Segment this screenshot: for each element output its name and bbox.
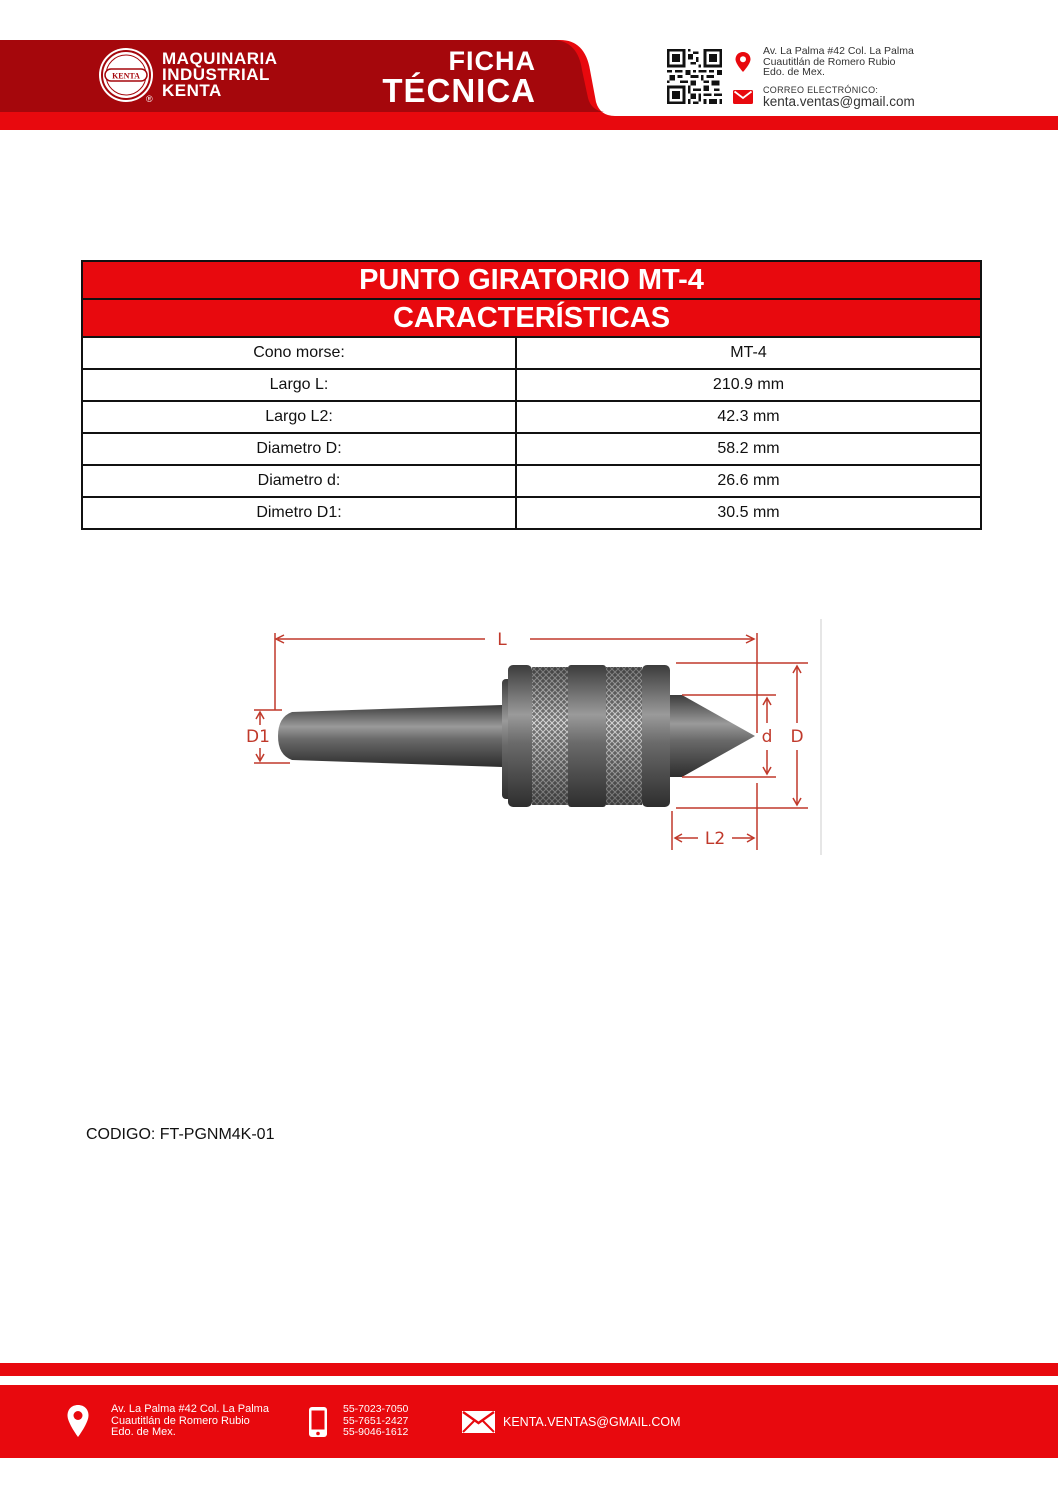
phone-number[interactable]: 55-7651-2427	[343, 1414, 409, 1427]
spec-value: 42.3 mm	[516, 401, 981, 433]
company-name	[162, 51, 278, 99]
spec-label: Largo L2:	[82, 401, 516, 433]
company-name-line: MAQUINARIA	[162, 49, 278, 68]
footer-email[interactable]: KENTA.VENTAS@GMAIL.COM	[503, 1415, 681, 1429]
spec-value: 210.9 mm	[516, 369, 981, 401]
company-name-line: KENTA	[162, 81, 222, 100]
email-label: CORREO ELECTRÓNICO:	[763, 85, 879, 95]
table-row	[82, 369, 981, 401]
spec-label: Cono morse:	[82, 337, 516, 369]
dim-label-L: L	[497, 630, 507, 650]
doc-type-line: FICHA	[448, 46, 536, 76]
phone-number[interactable]: 55-7023-7050	[343, 1403, 409, 1415]
table-row	[82, 337, 981, 369]
envelope-icon	[462, 1411, 495, 1433]
spec-value: 30.5 mm	[516, 497, 981, 529]
phone-number[interactable]: 55-9046-1612	[343, 1426, 409, 1438]
qr-code-icon	[667, 49, 722, 104]
dim-label-L2: L2	[704, 829, 726, 849]
envelope-icon	[733, 90, 753, 104]
table-subtitle-row	[82, 299, 981, 337]
address-line: Cuautitlán de Romero Rubio	[111, 1414, 250, 1427]
doc-type-line: TÉCNICA	[382, 72, 536, 109]
live-center-diagram	[240, 615, 830, 860]
address-line: Edo. de Mex.	[111, 1426, 176, 1438]
address-line: Edo. de Mex.	[763, 66, 825, 78]
phone-icon	[308, 1406, 328, 1438]
footer-stripe	[0, 1363, 1058, 1376]
spec-label: Diametro d:	[82, 465, 516, 497]
header-address	[763, 46, 914, 78]
dim-label-D: D	[790, 727, 804, 747]
registered-mark: ®	[146, 94, 153, 104]
tool-drawing	[278, 665, 755, 807]
dim-label-D1: D1	[246, 727, 270, 747]
footer-phones	[343, 1404, 408, 1439]
header-email[interactable]: kenta.ventas@gmail.com	[763, 94, 915, 109]
address-line: Av. La Palma #42 Col. La Palma	[111, 1403, 269, 1415]
spec-label: Dimetro D1:	[82, 497, 516, 529]
table-row	[82, 401, 981, 433]
address-line: Cuautitlán de Romero Rubio	[763, 55, 896, 68]
footer-address	[111, 1404, 269, 1439]
spec-label: Largo L:	[82, 369, 516, 401]
spec-value: MT-4	[516, 337, 981, 369]
product-code: CODIGO: FT-PGNM4K-01	[86, 1126, 275, 1143]
table-title: PUNTO GIRATORIO MT-4	[82, 261, 981, 299]
svg-text:KENTA: KENTA	[112, 71, 140, 81]
spec-label: Diametro D:	[82, 433, 516, 465]
spec-value: 26.6 mm	[516, 465, 981, 497]
table-row	[82, 465, 981, 497]
table-title-row	[82, 261, 981, 299]
dim-label-d: d	[761, 727, 773, 747]
table-row	[82, 497, 981, 529]
document-type-title	[356, 46, 536, 109]
location-pin-icon	[66, 1404, 90, 1438]
spec-table	[81, 260, 982, 530]
spec-value: 58.2 mm	[516, 433, 981, 465]
company-name-line: INDUSTRIAL	[162, 65, 270, 84]
table-row	[82, 433, 981, 465]
address-line: Av. La Palma #42 Col. La Palma	[763, 45, 914, 57]
header-email-block	[763, 85, 915, 109]
table-subtitle: CARACTERÍSTICAS	[82, 299, 981, 337]
location-pin-icon	[734, 51, 752, 73]
